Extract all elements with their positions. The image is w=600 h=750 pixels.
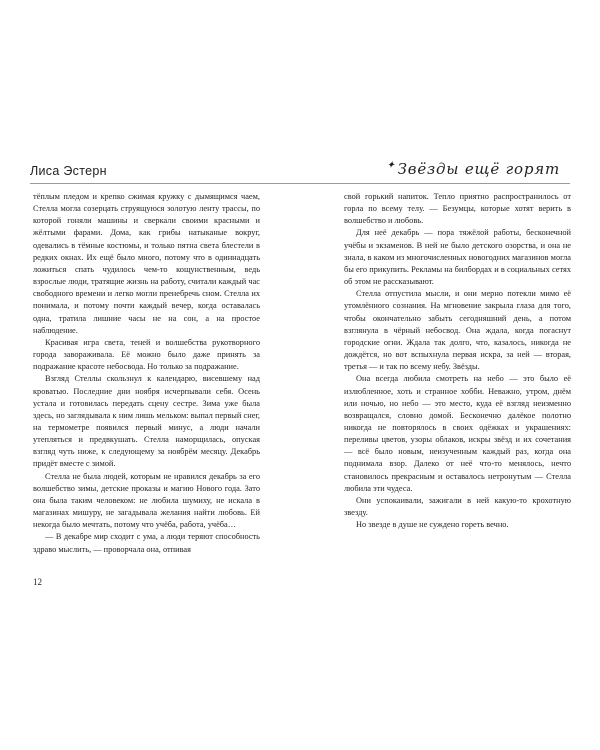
paragraph: свой горький напиток. Тепло приятно распространилось от горла по всему телу. — Безумцы, которые хотят верить в волшебство и любовь. [344, 192, 571, 226]
star-icon: ✦ [386, 160, 396, 171]
paragraph: — В декабре мир сходит с ума, а люди теряют способность здраво мыслить, — проворчала она, отпивая [33, 532, 260, 554]
paragraph: Стелла отпустила мысли, и они мерно потекли мимо её утомлённого сознания. На мгновение закрыла глаза для того, чтобы окончательно забыть сегодняшний день, а потом взглянула в чёрный небосвод. Она ждала, когда погаснут городские огни. Ждала так долго, что, казалось, никогда не дождётся, но вот вспыхнула первая искра, за ней — вторая, третья — и так по всему небу. Звёзды. [344, 289, 571, 372]
paragraph: тёплым пледом и крепко сжимая кружку с дымящимся чаем, Стелла могла созерцать струящуюся золотую ленту трассы, по которой гоняли машины и сверкали своими красными и жёлтыми фарами. Дома, как грибы натыканые вокруг, одевались в тёмные костюмы, и только пятна света блестели в редких окнах. Их ещё было много, потому что в одиннадцать ложиться спать чудилось чем-то кощунственным, ведь взрослые люди, тратящие жизнь на работу, считали каждый час свободного времени и легко могли пренебречь сном. Стелла их понимала, и потому почти каждый вечер, когда оставалась одна, тратила лишние часы не на сон, а на простое наблюдение. [33, 192, 260, 335]
right-text-column [344, 191, 571, 531]
series-title-text: Звёзды ещё горят [397, 160, 560, 178]
paragraph: Взгляд Стеллы скользнул к календарю, висевшему над кроватью. Последние дни ноября исчерпывали себя. Осень устала и готовилась передать сцену сестре. Зима уже была здесь, но заглядывала к ним лишь мельком: выпал первый снег, на термометре появился первый минус, а люди начали утепляться и предвкушать. Стелла наморщилась, опуская взгляд чуть ниже, к следующему за ноябрём месяцу. Декабрь придёт вместе с зимой. [33, 374, 260, 469]
header-divider [30, 183, 570, 184]
paragraph: Но звезде в душе не суждено гореть вечно. [356, 520, 509, 530]
paragraph: Она всегда любила смотреть на небо — это было её излюбленное, хоть и странное хобби. Неважно, утром, днём или ночью, но небо — это место, куда её взгляд неизменно возвращался, словно домой. Бесконечно далёкое полотно никогда не повторялось в своих одёжках и украшениях: переливы цветов, узоры облаков, искры звёзд и их сочетания — всё было новым, неизученным каждый раз, когда она поднимала взор. Далеко от неё что-то менялось, нечто становилось прекрасным и оставалось нетронутым — Стелла любила эти чудеса. [344, 374, 571, 493]
paragraph: Они успокаивали, зажигали в ней какую-то крохотную звезду. [344, 495, 571, 518]
running-header-author: Лиса Эстерн [30, 164, 107, 178]
running-header [0, 160, 600, 184]
left-text-column [33, 191, 260, 556]
paragraph: Стелла не была людей, которым не нравился декабрь за его волшебство зимы, детские проказы и магию Нового года. Зато она была таким человеком: не любила шумиху, не искала в магазинах мишуру, не загадывала желания найти любовь. Ей некогда было мечтать, потому что учёба, работа, учёба… [33, 471, 260, 530]
paragraph: Красивая игра света, теней и волшебства рукотворного города завораживала. Её можно было даже принять за подражание красоте небосвода. Но только за подражание. [33, 337, 260, 372]
running-header-series-title [386, 160, 560, 178]
paragraph: Для неё декабрь — пора тяжёлой работы, бесконечной учёбы и экзаменов. В ней не было детского озорства, и она не знала, в каком из многочисленных новогодних магазинов могла бы его прикупить. Рекламы на билбордах и в социальных сетях об этом не рассказывают. [344, 228, 571, 287]
page-number: 12 [33, 577, 42, 587]
